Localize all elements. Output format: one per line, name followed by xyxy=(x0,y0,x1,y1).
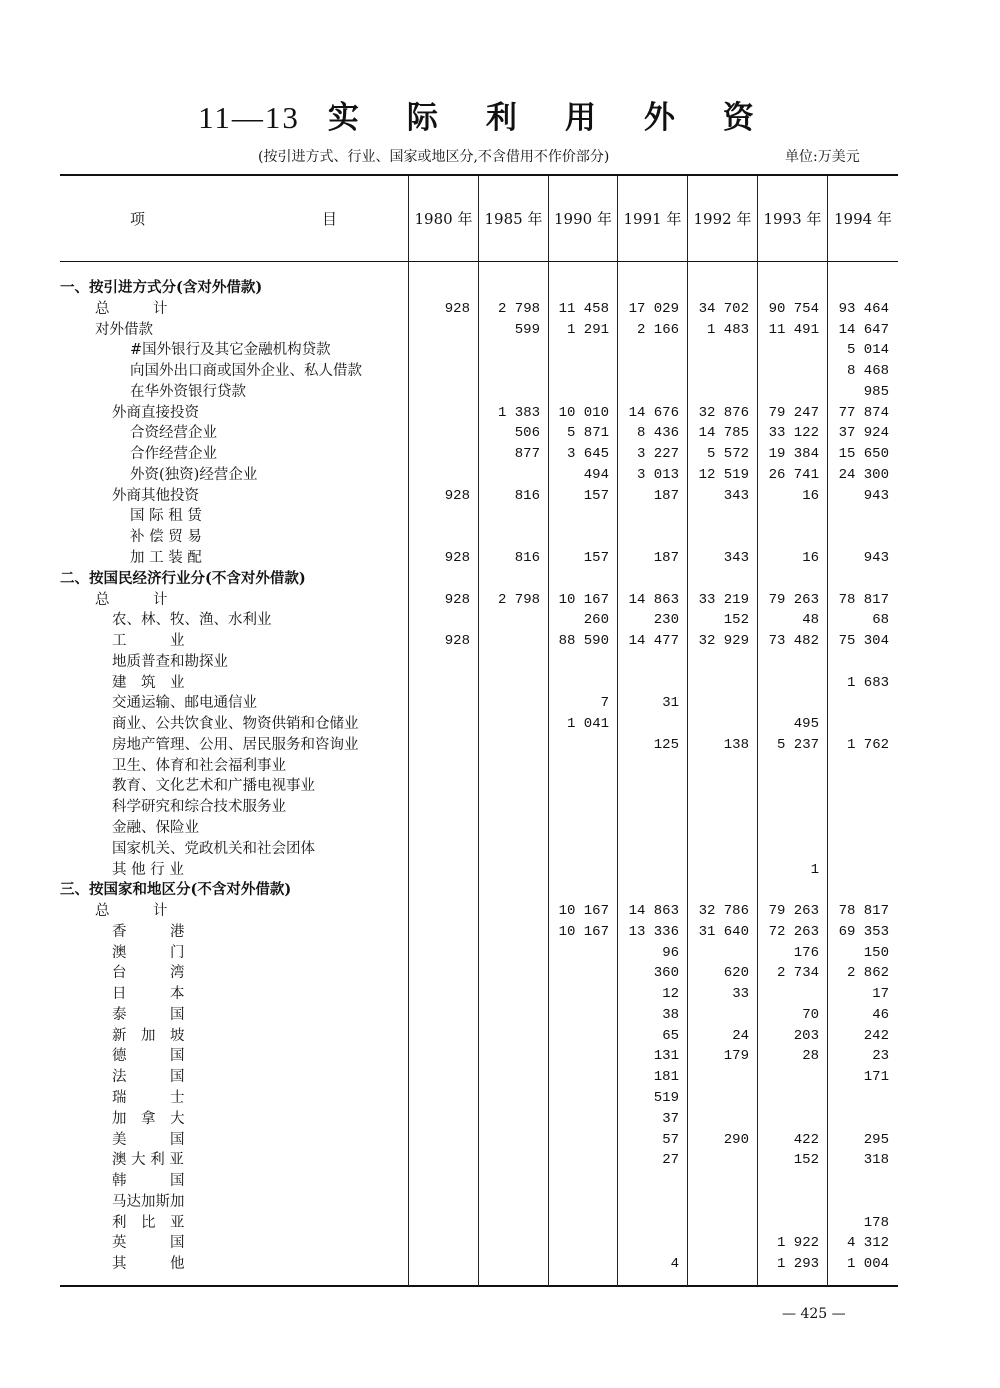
table-title: 实际利用外资 xyxy=(327,100,802,136)
table-row xyxy=(0,984,1000,1004)
table-row xyxy=(0,1067,1000,1087)
table-row xyxy=(0,631,1000,651)
table-row xyxy=(0,839,1000,859)
header-year: 1990 年 xyxy=(554,210,612,228)
row-label: 其 他 xyxy=(112,1256,185,1273)
cell-value: 422 xyxy=(793,1131,819,1148)
table-row xyxy=(0,382,1000,402)
table-row xyxy=(0,1150,1000,1170)
table-row xyxy=(0,735,1000,755)
cell-value: 230 xyxy=(653,612,679,629)
header-year: 1980 年 xyxy=(414,210,473,228)
cell-value: 1 762 xyxy=(846,736,889,753)
table-row xyxy=(0,1213,1000,1233)
table-row xyxy=(0,652,1000,672)
row-label: 三、按国家和地区分(不含对外借款) xyxy=(60,881,292,899)
row-label: 英 国 xyxy=(112,1235,185,1252)
page-number: — 425 — xyxy=(782,1306,846,1322)
cell-value: 1 683 xyxy=(846,674,889,691)
cell-value: 24 300 xyxy=(838,466,889,483)
cell-value: 72 263 xyxy=(768,923,819,940)
table-row xyxy=(0,569,1000,589)
cell-value: 2 166 xyxy=(636,321,679,338)
cell-value: 7 xyxy=(600,695,609,712)
row-label: 建 筑 业 xyxy=(112,674,185,691)
cell-value: 24 xyxy=(732,1027,749,1044)
table-row xyxy=(0,714,1000,734)
cell-value: 203 xyxy=(793,1027,819,1044)
cell-value: 11 491 xyxy=(768,321,819,338)
cell-value: 79 247 xyxy=(768,404,819,421)
cell-value: 519 xyxy=(653,1090,679,1107)
table-row xyxy=(0,590,1000,610)
cell-value: 187 xyxy=(653,487,679,504)
row-label: 瑞 士 xyxy=(112,1090,185,1107)
table-row xyxy=(0,673,1000,693)
row-label: 总 计 xyxy=(95,591,168,608)
cell-value: 171 xyxy=(863,1069,889,1086)
table-row xyxy=(0,818,1000,838)
row-label: 韩 国 xyxy=(112,1173,185,1190)
cell-value: 242 xyxy=(863,1027,889,1044)
cell-value: 96 xyxy=(662,944,679,961)
row-label: 其 他 行 业 xyxy=(112,861,184,878)
cell-value: 1 xyxy=(810,861,819,878)
cell-value: 16 xyxy=(802,550,819,566)
cell-value: 5 572 xyxy=(706,446,749,463)
header-year: 1985 年 xyxy=(484,210,543,228)
cell-value: 928 xyxy=(444,591,470,608)
table-row xyxy=(0,320,1000,340)
row-label: 金融、保险业 xyxy=(112,820,199,837)
row-label: 向国外出口商或国外企业、私人借款 xyxy=(130,363,362,380)
cell-value: 5 237 xyxy=(776,736,819,753)
cell-value: 1 293 xyxy=(776,1256,819,1273)
cell-value: 26 741 xyxy=(768,466,819,483)
row-label: 交通运输、邮电通信业 xyxy=(112,695,257,712)
row-label: 商业、公共饮食业、物资供销和仓储业 xyxy=(112,716,359,733)
cell-value: 11 458 xyxy=(558,300,609,317)
cell-value: 152 xyxy=(793,1152,819,1169)
cell-value: 4 312 xyxy=(846,1235,889,1252)
cell-value: 79 263 xyxy=(768,903,819,920)
cell-value: 14 477 xyxy=(628,633,679,650)
cell-value: 943 xyxy=(863,550,889,566)
table-row xyxy=(0,278,1000,298)
row-label: 对外借款 xyxy=(95,321,153,338)
cell-value: 15 650 xyxy=(838,446,889,463)
cell-value: 90 754 xyxy=(768,300,819,317)
header-rule xyxy=(60,261,898,262)
cell-value: 1 383 xyxy=(497,404,540,421)
table-row xyxy=(0,610,1000,630)
cell-value: 5 014 xyxy=(846,342,889,359)
bottom-rule xyxy=(60,1285,898,1287)
cell-value: 70 xyxy=(802,1006,819,1023)
cell-value: 37 924 xyxy=(838,425,889,442)
row-label: 澳 门 xyxy=(112,944,185,961)
cell-value: 14 647 xyxy=(838,321,889,338)
cell-value: 8 468 xyxy=(846,363,889,380)
cell-value: 3 013 xyxy=(636,466,679,483)
cell-value: 2 734 xyxy=(776,965,819,982)
cell-value: 985 xyxy=(863,383,889,400)
cell-value: 816 xyxy=(514,487,540,504)
row-label: 合作经营企业 xyxy=(130,446,217,463)
row-label: 法 国 xyxy=(112,1069,185,1086)
cell-value: 31 xyxy=(662,695,679,712)
cell-value: 1 922 xyxy=(776,1235,819,1252)
cell-value: 343 xyxy=(723,550,749,566)
header-year: 1994 年 xyxy=(834,210,892,228)
cell-value: 10 167 xyxy=(558,591,609,608)
row-label: 教育、文化艺术和广播电视事业 xyxy=(112,778,315,795)
row-label: 地质普查和勘探业 xyxy=(112,653,228,670)
cell-value: 78 817 xyxy=(838,591,889,608)
row-label: 泰 国 xyxy=(112,1006,185,1023)
page-title xyxy=(0,92,1000,137)
cell-value: 33 219 xyxy=(698,591,749,608)
table-row xyxy=(0,444,1000,464)
row-label: 二、按国民经济行业分(不含对外借款) xyxy=(60,569,306,587)
cell-value: 14 676 xyxy=(628,404,679,421)
cell-value: 46 xyxy=(872,1006,889,1023)
top-rule xyxy=(60,174,898,176)
cell-value: 32 786 xyxy=(698,903,749,920)
cell-value: 928 xyxy=(444,550,470,566)
cell-value: 360 xyxy=(653,965,679,982)
cell-value: 32 876 xyxy=(698,404,749,421)
row-label: 利 比 亚 xyxy=(112,1214,185,1231)
cell-value: 17 xyxy=(872,986,889,1003)
row-label: 澳 大 利 亚 xyxy=(112,1152,184,1169)
table-row xyxy=(0,756,1000,776)
table-row xyxy=(0,1233,1000,1253)
table-row xyxy=(0,1192,1000,1212)
cell-value: 33 122 xyxy=(768,425,819,442)
cell-value: 73 482 xyxy=(768,633,819,650)
cell-value: 928 xyxy=(444,300,470,317)
cell-value: 181 xyxy=(653,1069,679,1086)
cell-value: 93 464 xyxy=(838,300,889,317)
cell-value: 27 xyxy=(662,1152,679,1169)
cell-value: 318 xyxy=(863,1152,889,1169)
cell-value: 78 817 xyxy=(838,903,889,920)
cell-value: 157 xyxy=(583,550,609,566)
cell-value: 125 xyxy=(653,736,679,753)
cell-value: 69 353 xyxy=(838,923,889,940)
table-row xyxy=(0,943,1000,963)
cell-value: 1 291 xyxy=(566,321,609,338)
cell-value: 19 384 xyxy=(768,446,819,463)
cell-value: 79 263 xyxy=(768,591,819,608)
cell-value: 57 xyxy=(662,1131,679,1148)
cell-value: 157 xyxy=(583,487,609,504)
cell-value: 343 xyxy=(723,487,749,504)
row-label: 马达加斯加 xyxy=(112,1193,185,1210)
cell-value: 187 xyxy=(653,550,679,566)
cell-value: 4 xyxy=(670,1256,679,1273)
cell-value: 8 436 xyxy=(636,425,679,442)
cell-value: 48 xyxy=(802,612,819,629)
row-label: 房地产管理、公用、居民服务和咨询业 xyxy=(112,736,359,753)
cell-value: 943 xyxy=(863,487,889,504)
table-row xyxy=(0,506,1000,526)
row-label: 工 业 xyxy=(112,633,185,650)
cell-value: 88 590 xyxy=(558,633,609,650)
cell-value: 17 029 xyxy=(628,300,679,317)
cell-value: 14 863 xyxy=(628,591,679,608)
table-row xyxy=(0,1005,1000,1025)
cell-value: 23 xyxy=(872,1048,889,1065)
cell-value: 77 874 xyxy=(838,404,889,421)
cell-value: 495 xyxy=(793,716,819,733)
row-label: 香 港 xyxy=(112,923,185,940)
table-row xyxy=(0,299,1000,319)
cell-value: 179 xyxy=(723,1048,749,1065)
table-row xyxy=(0,403,1000,423)
cell-value: 14 863 xyxy=(628,903,679,920)
header-year: 1993 年 xyxy=(763,210,822,228)
cell-value: 599 xyxy=(514,321,540,338)
cell-value: 3 227 xyxy=(636,446,679,463)
row-label: 科学研究和综合技术服务业 xyxy=(112,799,286,816)
cell-value: 32 929 xyxy=(698,633,749,650)
row-label: 外资(独资)经营企业 xyxy=(130,466,258,483)
cell-value: 178 xyxy=(863,1214,889,1231)
cell-value: 31 640 xyxy=(698,923,749,940)
cell-value: 506 xyxy=(514,425,540,442)
row-label: 外商直接投资 xyxy=(112,404,199,421)
cell-value: 75 304 xyxy=(838,633,889,650)
cell-value: 1 004 xyxy=(846,1256,889,1273)
table-number: 11—13 xyxy=(198,100,300,135)
row-label: 总 计 xyxy=(95,903,168,920)
row-label: 日 本 xyxy=(112,986,185,1003)
row-label: 国 际 租 赁 xyxy=(130,508,202,525)
table-row xyxy=(0,880,1000,900)
cell-value: 68 xyxy=(872,612,889,629)
table-row xyxy=(0,548,1000,568)
row-label: 国家机关、党政机关和社会团体 xyxy=(112,840,315,857)
subtitle: (按引进方式、行业、国家或地区分,不含借用不作价部分) xyxy=(258,149,610,165)
table-row xyxy=(0,340,1000,360)
row-label: 德 国 xyxy=(112,1048,185,1065)
cell-value: 12 519 xyxy=(698,466,749,483)
cell-value: 816 xyxy=(514,550,540,566)
cell-value: 16 xyxy=(802,487,819,504)
cell-value: 3 645 xyxy=(566,446,609,463)
row-label: 美 国 xyxy=(112,1131,185,1148)
header-year: 1992 年 xyxy=(693,210,752,228)
row-label: 加 工 装 配 xyxy=(130,550,202,566)
cell-value: 13 336 xyxy=(628,923,679,940)
cell-value: 494 xyxy=(583,466,609,483)
cell-value: 65 xyxy=(662,1027,679,1044)
cell-value: 877 xyxy=(514,446,540,463)
table-row xyxy=(0,1046,1000,1066)
table-row xyxy=(0,465,1000,485)
header-item-label: 项 xyxy=(130,210,146,228)
cell-value: 10 167 xyxy=(558,903,609,920)
row-label: 在华外资银行贷款 xyxy=(130,383,246,400)
cell-value: 176 xyxy=(793,944,819,961)
cell-value: 620 xyxy=(723,965,749,982)
row-label: 新 加 坡 xyxy=(112,1027,185,1044)
cell-value: 928 xyxy=(444,487,470,504)
table-row xyxy=(0,922,1000,942)
cell-value: 12 xyxy=(662,986,679,1003)
table-row xyxy=(0,423,1000,443)
cell-value: 14 785 xyxy=(698,425,749,442)
table-row xyxy=(0,1130,1000,1150)
row-label: 台 湾 xyxy=(112,965,185,982)
cell-value: 10 010 xyxy=(558,404,609,421)
cell-value: 290 xyxy=(723,1131,749,1148)
table-row xyxy=(0,1026,1000,1046)
cell-value: 38 xyxy=(662,1006,679,1023)
cell-value: 295 xyxy=(863,1131,889,1148)
table-row xyxy=(0,693,1000,713)
cell-value: 10 167 xyxy=(558,923,609,940)
table-row xyxy=(0,1088,1000,1108)
table-row xyxy=(0,361,1000,381)
row-label: 外商其他投资 xyxy=(112,487,199,504)
cell-value: 1 483 xyxy=(706,321,749,338)
row-label: 农、林、牧、渔、水利业 xyxy=(112,612,272,629)
cell-value: 131 xyxy=(653,1048,679,1065)
table-row xyxy=(0,901,1000,921)
cell-value: 33 xyxy=(732,986,749,1003)
cell-value: 5 871 xyxy=(566,425,609,442)
row-label: 卫生、体育和社会福利事业 xyxy=(112,757,286,774)
table-row xyxy=(0,1254,1000,1274)
row-label: 合资经营企业 xyxy=(130,425,217,442)
table-row xyxy=(0,486,1000,506)
cell-value: 1 041 xyxy=(566,716,609,733)
header-year: 1991 年 xyxy=(623,210,682,228)
cell-value: 260 xyxy=(583,612,609,629)
row-label: #国外银行及其它金融机构贷款 xyxy=(130,342,331,359)
cell-value: 152 xyxy=(723,612,749,629)
cell-value: 150 xyxy=(863,944,889,961)
header-item-label: 目 xyxy=(322,210,338,228)
cell-value: 28 xyxy=(802,1048,819,1065)
table-row xyxy=(0,963,1000,983)
table-row xyxy=(0,860,1000,880)
row-label: 一、按引进方式分(含对外借款) xyxy=(60,279,263,296)
table-row xyxy=(0,797,1000,817)
cell-value: 928 xyxy=(444,633,470,650)
cell-value: 34 702 xyxy=(698,300,749,317)
cell-value: 138 xyxy=(723,736,749,753)
unit-label: 单位:万美元 xyxy=(785,149,860,165)
cell-value: 2 798 xyxy=(497,300,540,317)
table-row xyxy=(0,776,1000,796)
cell-value: 37 xyxy=(662,1110,679,1127)
row-label: 加 拿 大 xyxy=(112,1110,185,1127)
table-row xyxy=(0,1109,1000,1129)
table-row xyxy=(0,527,1000,547)
table-row xyxy=(0,1171,1000,1191)
row-label: 总 计 xyxy=(95,300,168,317)
row-label: 补 偿 贸 易 xyxy=(130,529,202,546)
cell-value: 2 798 xyxy=(497,591,540,608)
cell-value: 2 862 xyxy=(846,965,889,982)
